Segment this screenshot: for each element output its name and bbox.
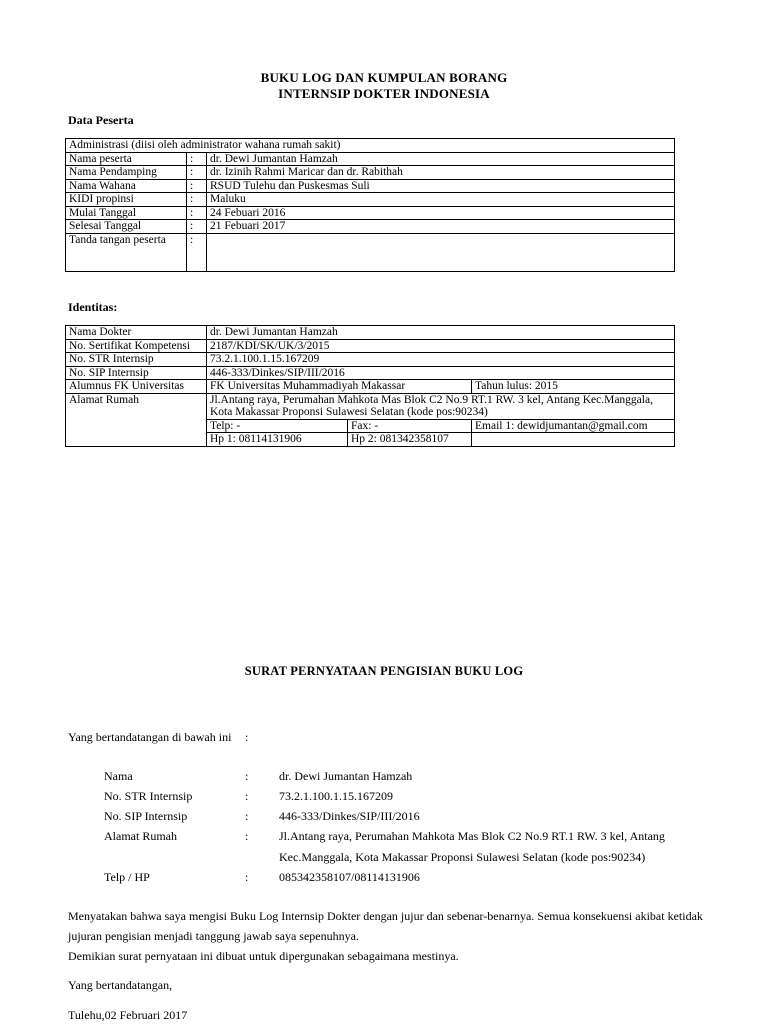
- row-label: Selesai Tanggal: [66, 220, 187, 234]
- identitas-table: [65, 325, 675, 447]
- surat-separator: :: [245, 769, 249, 783]
- hp2-value: Hp 2: 081342358107: [348, 433, 472, 447]
- row-value: dr. Izinih Rahmi Maricar dan dr. Rabithah: [207, 166, 675, 180]
- tahun-lulus: Tahun lulus: 2015: [472, 380, 675, 394]
- surat-value-sip: 446-333/Dinkes/SIP/III/2016: [279, 809, 420, 823]
- section-identitas: Identitas:: [68, 300, 118, 314]
- row-label: No. Sertifikat Kompetensi: [66, 339, 207, 353]
- fax-value: Fax: -: [348, 419, 472, 433]
- doc-title-line1: BUKU LOG DAN KUMPULAN BORANG: [260, 70, 508, 85]
- surat-value-alamat-line1: Jl.Antang raya, Perumahan Mahkota Mas Blok C2 No.9 RT.1 RW. 3 kel, Antang: [279, 829, 665, 843]
- row-separator: :: [187, 193, 207, 207]
- surat-value-telp: 085342358107/08114131906: [279, 870, 420, 884]
- row-separator: :: [187, 233, 207, 271]
- row-label: Alumnus FK Universitas: [66, 380, 207, 394]
- row-value: 24 Febuari 2016: [207, 206, 675, 220]
- place-date: Tulehu,02 Februari 2017: [68, 1008, 188, 1022]
- surat-label-telp: Telp / HP: [104, 870, 150, 884]
- table-row: [66, 166, 675, 180]
- row-value: dr. Dewi Jumantan Hamzah: [207, 326, 675, 340]
- surat-intro: Yang bertandatangan di bawah ini: [68, 730, 232, 744]
- row-label: Alamat Rumah: [66, 393, 207, 446]
- table-row: [66, 353, 675, 367]
- closing-text: Yang bertandatangan,: [68, 978, 173, 992]
- signature-field: [207, 233, 675, 271]
- statement-line: Menyatakan bahwa saya mengisi Buku Log Internsip Dokter dengan jujur dan sebenar-benarnya. Semua konsekuensi akibat ketidak: [68, 909, 703, 923]
- email-value: Email 1: dewidjumantan@gmail.com: [472, 419, 675, 433]
- surat-label-sip: No. SIP Internsip: [104, 809, 188, 823]
- row-label: KIDI propinsi: [66, 193, 187, 207]
- row-separator: :: [187, 152, 207, 166]
- row-label: Nama peserta: [66, 152, 187, 166]
- row-label: Nama Wahana: [66, 179, 187, 193]
- surat-intro-separator: :: [245, 730, 249, 744]
- surat-value-alamat-line2: Kec.Manggala, Kota Makassar Proponsi Sulawesi Selatan (kode pos:90234): [279, 850, 646, 864]
- row-separator: :: [187, 220, 207, 234]
- row-separator: :: [187, 206, 207, 220]
- hp-extra-value: [472, 433, 675, 447]
- doc-title-line2: INTERNSIP DOKTER INDONESIA: [278, 86, 490, 101]
- statement-line: Demikian surat pernyataan ini dibuat untuk dipergunakan sebagaimana mestinya.: [68, 949, 459, 963]
- admin-header: Administrasi (diisi oleh administrator wahana rumah sakit): [66, 139, 675, 153]
- row-value: 446-333/Dinkes/SIP/III/2016: [207, 366, 675, 380]
- row-label: No. STR Internsip: [66, 353, 207, 367]
- surat-separator: :: [245, 870, 249, 884]
- row-separator: :: [187, 179, 207, 193]
- row-label: Mulai Tanggal: [66, 206, 187, 220]
- table-row: [66, 139, 675, 153]
- surat-value-nama: dr. Dewi Jumantan Hamzah: [279, 769, 413, 783]
- table-row: [66, 380, 675, 394]
- row-value: 2187/KDI/SK/UK/3/2015: [207, 339, 675, 353]
- table-row: [66, 366, 675, 380]
- row-label: Tanda tangan peserta: [66, 233, 187, 271]
- table-row: [66, 233, 675, 271]
- alamat-value: Jl.Antang raya, Perumahan Mahkota Mas Blok C2 No.9 RT.1 RW. 3 kel, Antang Kec.Manggala, Kota Makassar Proponsi Sulawesi Selatan (kode pos:90234): [207, 393, 675, 419]
- surat-label-nama: Nama: [104, 769, 133, 783]
- row-label: Nama Dokter: [66, 326, 207, 340]
- hp1-value: Hp 1: 08114131906: [207, 433, 348, 447]
- surat-separator: :: [245, 809, 249, 823]
- table-row: [66, 339, 675, 353]
- surat-title: SURAT PERNYATAAN PENGISIAN BUKU LOG: [244, 664, 524, 678]
- row-value: 73.2.1.100.1.15.167209: [207, 353, 675, 367]
- surat-separator: :: [245, 829, 249, 843]
- statement-line: jujuran pengisian menjadi tanggung jawab saya sepenuhnya.: [68, 929, 359, 943]
- surat-separator: :: [245, 789, 249, 803]
- row-label: No. SIP Internsip: [66, 366, 207, 380]
- data-peserta-table: [65, 138, 675, 272]
- table-row: [66, 193, 675, 207]
- surat-label-str: No. STR Internsip: [104, 789, 193, 803]
- row-value: FK Universitas Muhammadiyah Makassar: [207, 380, 472, 394]
- table-row: [66, 393, 675, 419]
- statement-paragraph: [68, 906, 728, 966]
- table-row: [66, 152, 675, 166]
- row-value: dr. Dewi Jumantan Hamzah: [207, 152, 675, 166]
- row-value: RSUD Tulehu dan Puskesmas Suli: [207, 179, 675, 193]
- table-row: [66, 326, 675, 340]
- telp-value: Telp: -: [207, 419, 348, 433]
- surat-label-alamat: Alamat Rumah: [104, 829, 177, 843]
- row-separator: :: [187, 166, 207, 180]
- surat-value-str: 73.2.1.100.1.15.167209: [279, 789, 393, 803]
- row-value: Maluku: [207, 193, 675, 207]
- row-value: 21 Febuari 2017: [207, 220, 675, 234]
- table-row: [66, 206, 675, 220]
- table-row: [66, 220, 675, 234]
- section-data-peserta: Data Peserta: [68, 113, 134, 127]
- row-label: Nama Pendamping: [66, 166, 187, 180]
- table-row: [66, 179, 675, 193]
